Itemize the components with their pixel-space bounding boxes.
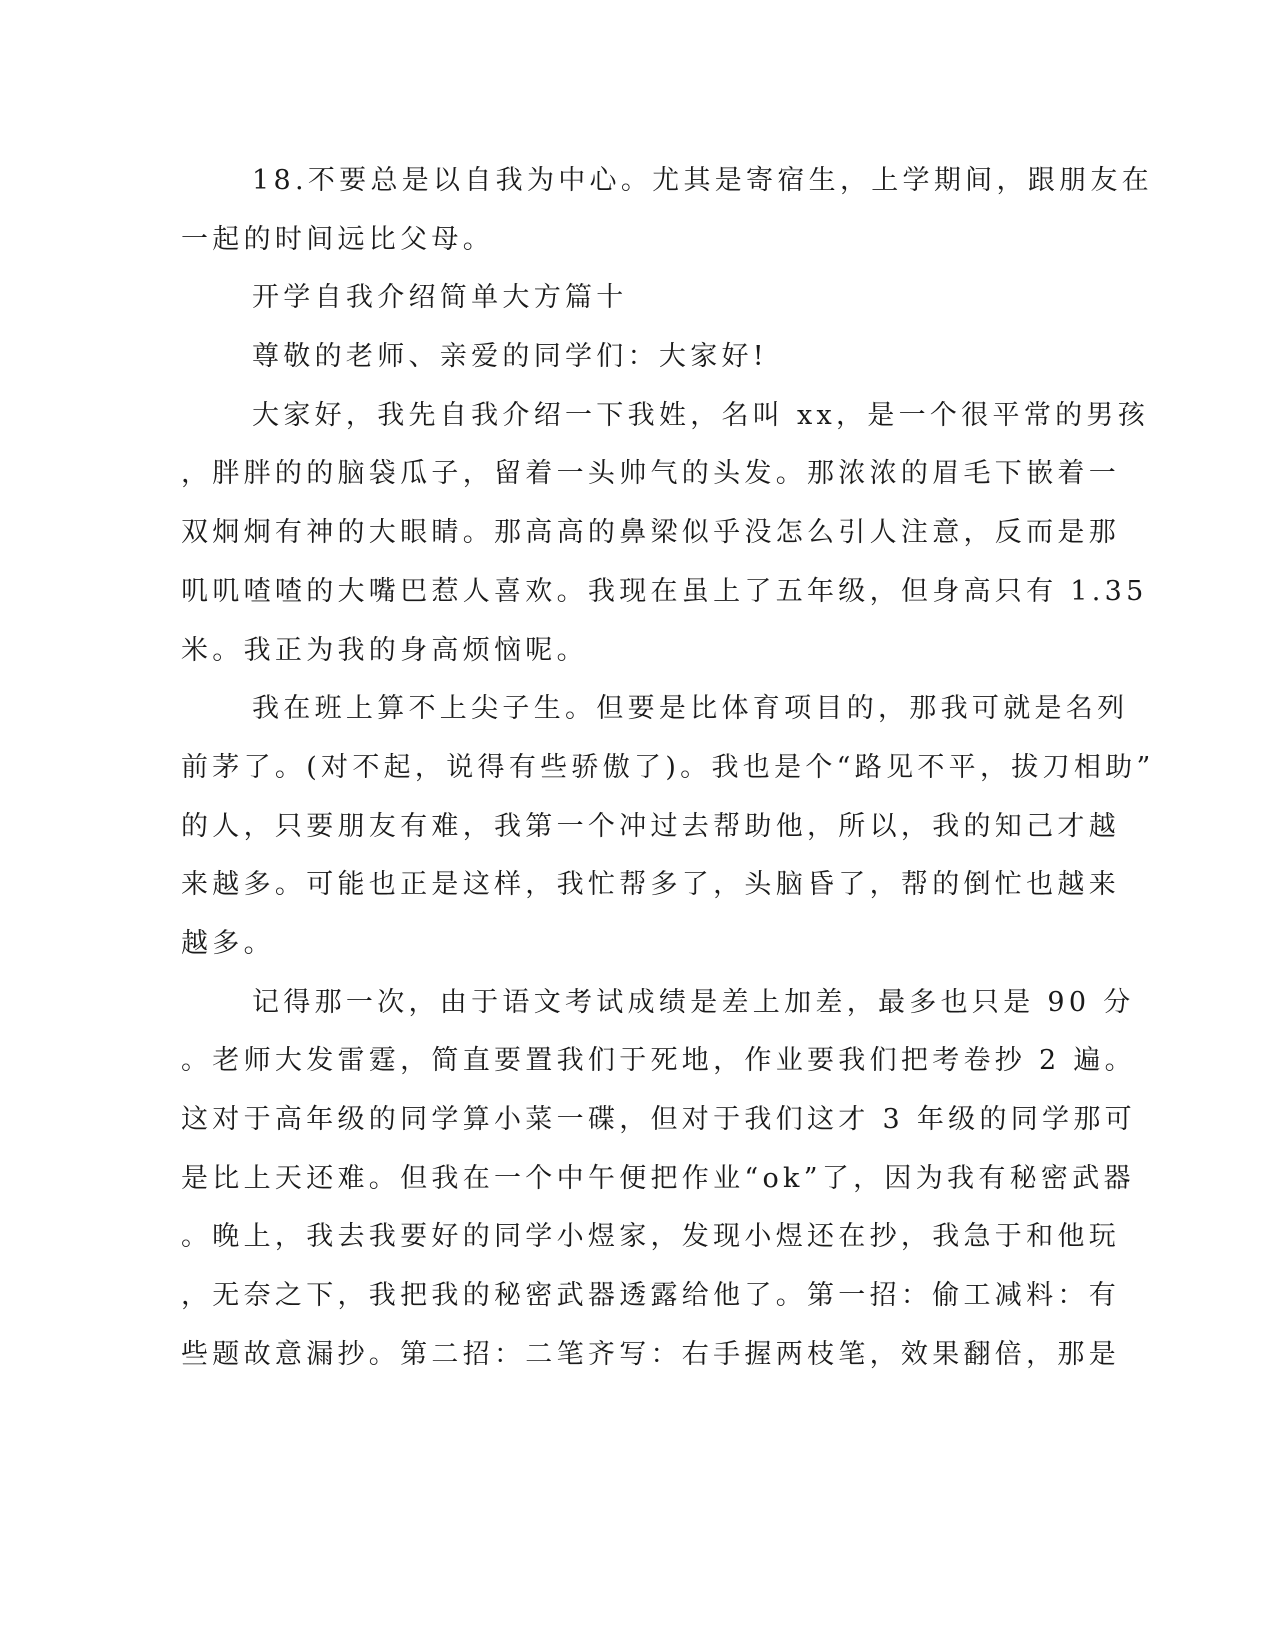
paragraph-line: 来越多。可能也正是这样，我忙帮多了，头脑昏了，帮的倒忙也越来 xyxy=(181,869,1120,900)
paragraph-line: 前茅了。(对不起，说得有些骄傲了)。我也是个“路见不平，拔刀相助” xyxy=(181,752,1155,783)
paragraph-line: 我在班上算不上尖子生。但要是比体育项目的，那我可就是名列 xyxy=(252,693,1129,724)
paragraph-line: 大家好，我先自我介绍一下我姓，名叫 xx，是一个很平常的男孩 xyxy=(252,400,1150,431)
paragraph-line: 越多。 xyxy=(181,928,275,959)
paragraph-line: 18.不要总是以自我为中心。尤其是寄宿生，上学期间，跟朋友在 xyxy=(252,165,1153,196)
paragraph-line: 的人，只要朋友有难，我第一个冲过去帮助他，所以，我的知己才越 xyxy=(181,811,1120,842)
paragraph-line: 是比上天还难。但我在一个中午便把作业“ok”了，因为我有秘密武器 xyxy=(181,1163,1135,1194)
greeting-line: 尊敬的老师、亲爱的同学们：大家好! xyxy=(252,341,768,372)
paragraph-line: 记得那一次，由于语文考试成绩是差上加差，最多也只是 90 分 xyxy=(252,987,1135,1018)
paragraph-line: 些题故意漏抄。第二招：二笔齐写：右手握两枝笔，效果翻倍，那是 xyxy=(181,1339,1120,1370)
paragraph-line: 一起的时间远比父母。 xyxy=(181,224,494,255)
paragraph-line: 这对于高年级的同学算小菜一碟，但对于我们这才 3 年级的同学那可 xyxy=(181,1104,1136,1135)
paragraph-line: ，无奈之下，我把我的秘密武器透露给他了。第一招：偷工减料：有 xyxy=(181,1280,1120,1311)
paragraph-line: 叽叽喳喳的大嘴巴惹人喜欢。我现在虽上了五年级，但身高只有 1.35 xyxy=(181,576,1148,607)
paragraph-line: 。晚上，我去我要好的同学小煜家，发现小煜还在抄，我急于和他玩 xyxy=(181,1221,1120,1252)
paragraph-line: ，胖胖的的脑袋瓜子，留着一头帅气的头发。那浓浓的眉毛下嵌着一 xyxy=(181,458,1120,489)
section-heading: 开学自我介绍简单大方篇十 xyxy=(252,282,628,313)
paragraph-line: 双炯炯有神的大眼睛。那高高的鼻梁似乎没怎么引人注意，反而是那 xyxy=(181,517,1120,548)
paragraph-line: 米。我正为我的身高烦恼呢。 xyxy=(181,635,588,666)
paragraph-line: 。老师大发雷霆，简直要置我们于死地，作业要我们把考卷抄 2 遍。 xyxy=(181,1045,1136,1076)
